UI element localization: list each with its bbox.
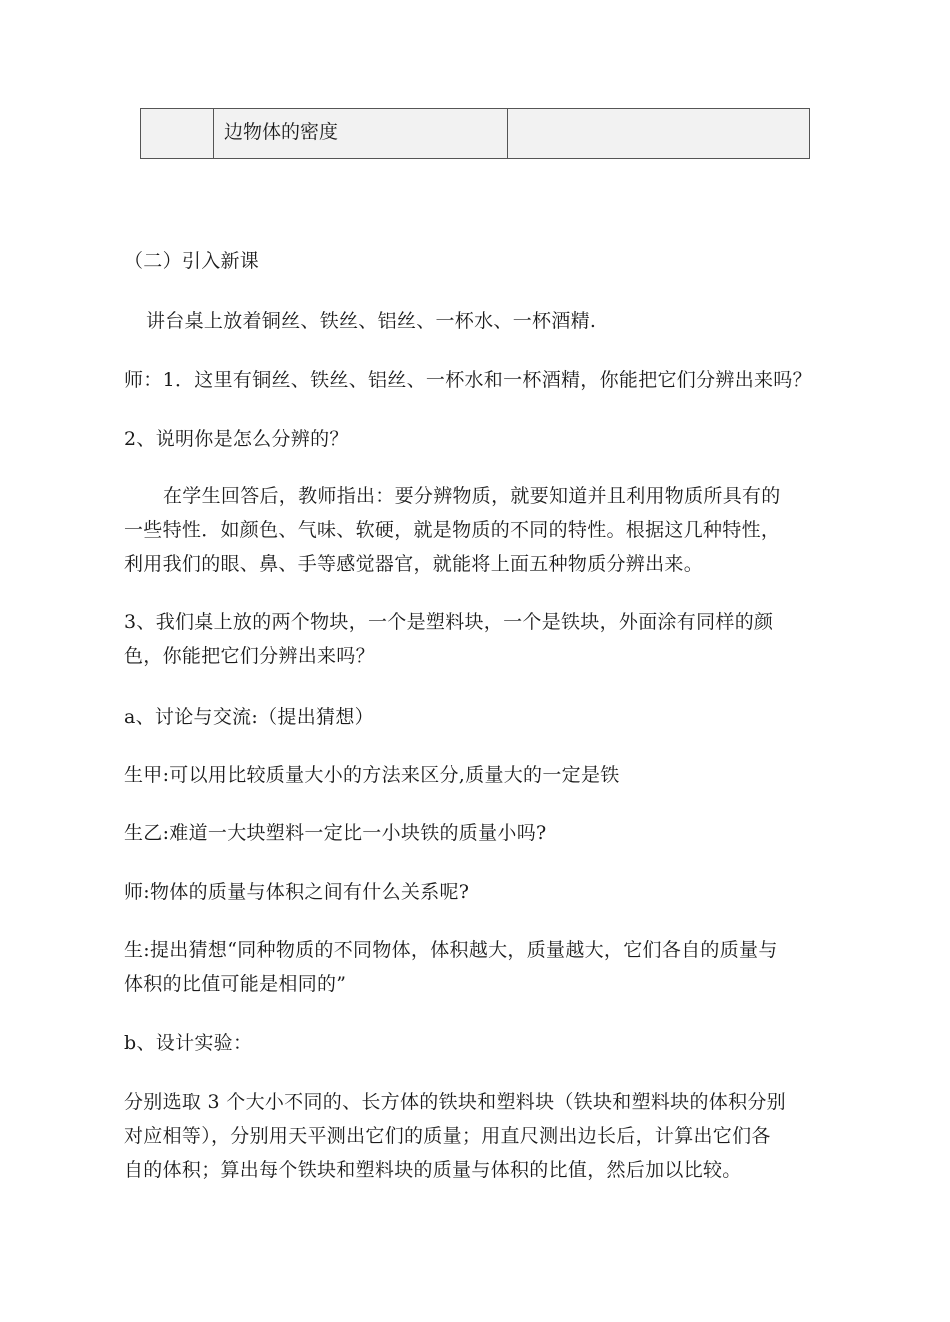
table-cell-empty-left [141, 109, 214, 158]
paragraph-line: 生乙:难道一大块塑料一定比一小块铁的质量小吗? [124, 822, 547, 844]
paragraph-line: 师：1．这里有铜丝、铁丝、铝丝、一杯水和一杯酒精，你能把它们分辨出来吗？ [124, 369, 812, 391]
paragraph-line: 生甲:可以用比较质量大小的方法来区分,质量大的一定是铁 [124, 764, 620, 786]
paragraph-line: 3、我们桌上放的两个物块，一个是塑料块，一个是铁块，外面涂有同样的颜 [124, 611, 774, 633]
table-fragment [140, 108, 810, 159]
paragraph-line: 2、说明你是怎么分辨的？ [124, 428, 349, 450]
paragraph-line: 生:提出猜想“同种物质的不同物体，体积越大，质量越大，它们各自的质量与 [124, 939, 778, 961]
paragraph-line: 自的体积；算出每个铁块和塑料块的质量与体积的比值，然后加以比较。 [124, 1159, 742, 1181]
paragraph-line: 体积的比值可能是相同的” [124, 973, 347, 995]
paragraph-line: b、设计实验： [124, 1032, 253, 1054]
paragraph-line: 色，你能把它们分辨出来吗？ [124, 645, 375, 667]
paragraph-line: 利用我们的眼、鼻、手等感觉器官，就能将上面五种物质分辨出来。 [124, 553, 704, 575]
paragraph-line: 一些特性．如颜色、气味、软硬，就是物质的不同的特性。根据这几种特性， [124, 519, 781, 541]
paragraph-line: 对应相等），分别用天平测出它们的质量；用直尺测出边长后，计算出它们各 [124, 1125, 771, 1147]
paragraph-line: 讲台桌上放着铜丝、铁丝、铝丝、一杯水、一杯酒精. [146, 310, 597, 332]
paragraph-line: 师:物体的质量与体积之间有什么关系呢? [124, 881, 470, 903]
paragraph-line: 分别选取 3 个大小不同的、长方体的铁块和塑料块（铁块和塑料块的体积分别 [124, 1091, 786, 1113]
paragraph-line: 在学生回答后，教师指出：要分辨物质，就要知道并且利用物质所具有的 [163, 485, 781, 507]
paragraph-line: a、讨论与交流:（提出猜想） [124, 706, 374, 728]
table-cell-text: 边物体的密度 [214, 109, 508, 158]
section-heading: （二）引入新课 [124, 250, 260, 272]
table-cell-empty-right [508, 109, 809, 158]
